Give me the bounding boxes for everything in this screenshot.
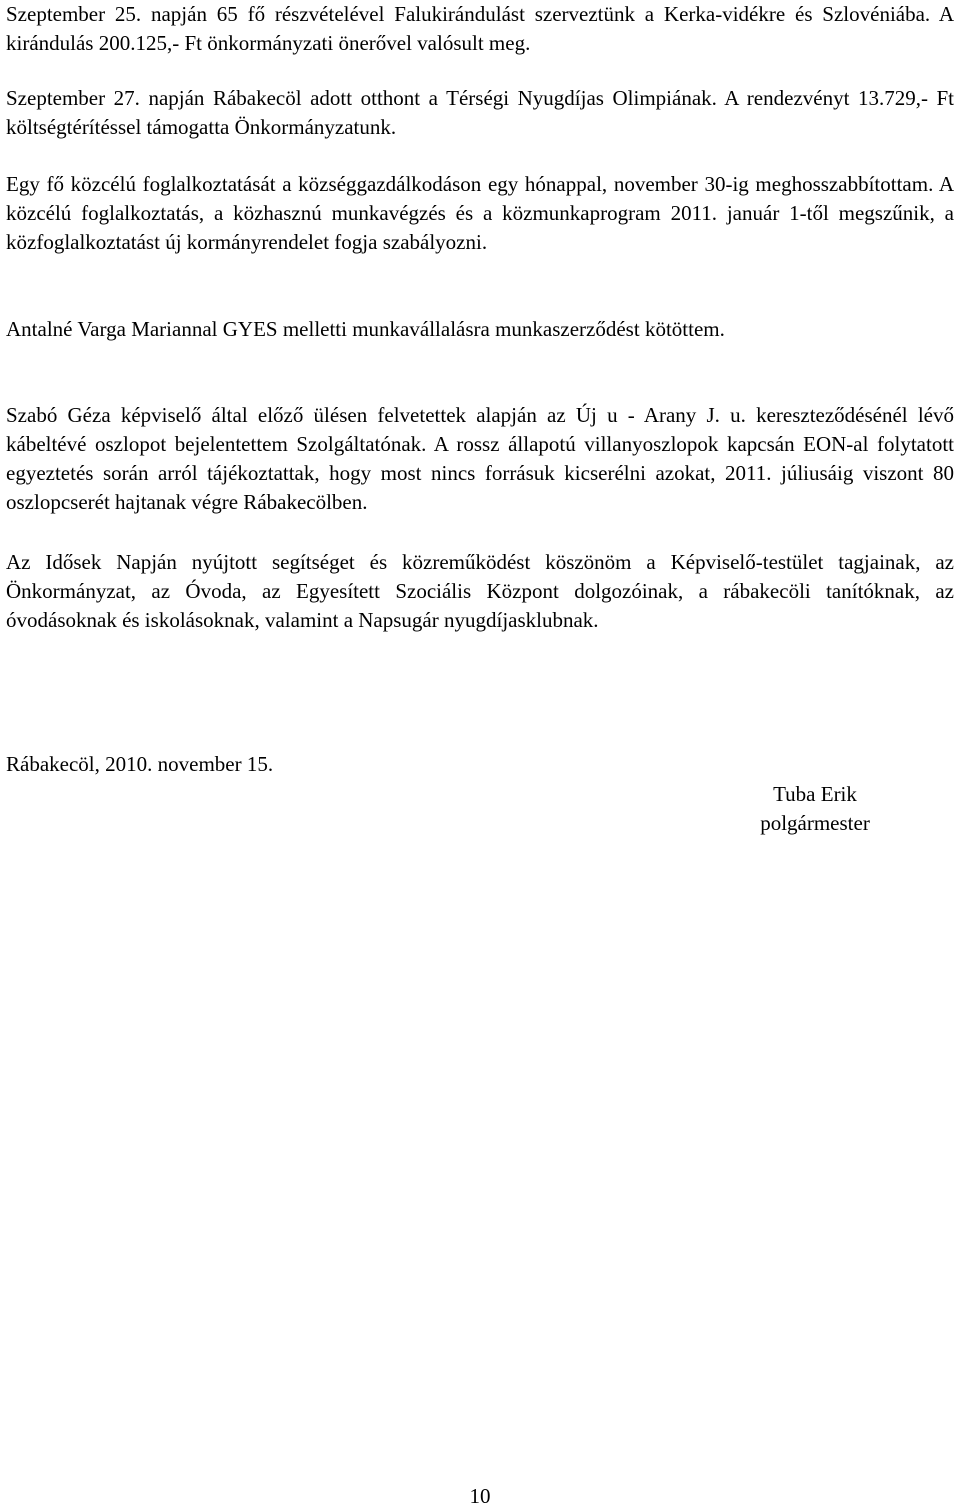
place-and-date: Rábakecöl, 2010. november 15. <box>6 752 274 776</box>
signature-block <box>700 780 930 838</box>
page-number: 10 <box>469 1484 491 1508</box>
paragraph-public-employment: Egy fő közcélú foglalkoztatását a községgazdálkodáson egy hónappal, november 30-ig meghosszabbítottam. A közcélú foglalkoztatás, a közhasznú munkavégzés és a közmunkaprogram 2011. január 1-től megszűnik, a közfoglalkoztatást új kormányrendelet fogja szabályozni. <box>6 172 954 254</box>
paragraph-village-trip: Szeptember 25. napján 65 fő részvételével Falukirándulást szerveztünk a Kerka-vidékre és Szlovéniába. A kirándulás 200.125,- Ft önkormányzati önerővel valósult meg. <box>6 2 954 55</box>
paragraph-elderly-day-thanks: Az Idősek Napján nyújtott segítséget és közreműködést köszönöm a Képviselő-testület tagjainak, az Önkormányzat, az Óvoda, az Egyesített Szociális Központ dolgozóinak, a rábakecöli tanítóknak, az óvodásoknak és iskolásoknak, valamint a Napsugár nyugdíjasklubnak. <box>6 550 954 632</box>
paragraph-utility-poles: Szabó Géza képviselő által előző ülésen felvetettek alapján az Új u - Arany J. u. kereszteződésénél lévő kábeltévé oszlopot bejelentettem Szolgáltatónak. A rossz állapotú villanyoszlopok kapcsán EON-al folytatott egyeztetés során arról tájékoztattak, hogy most nincs forrásuk kicserélni azokat, 2011. júliusáig viszont 80 oszlopcserét hajtanak végre Rábakecölben. <box>6 403 954 514</box>
signatory-title: polgármester <box>760 811 870 835</box>
paragraph-employment-contract: Antalné Varga Mariannal GYES melletti munkavállalásra munkaszerződést kötöttem. <box>6 317 725 341</box>
paragraph-pensioner-olympics: Szeptember 27. napján Rábakecöl adott otthont a Térségi Nyugdíjas Olimpiának. A rendezvényt 13.729,- Ft költségtérítéssel támogatta Önkormányzatunk. <box>6 86 954 139</box>
signatory-name: Tuba Erik <box>773 782 857 806</box>
